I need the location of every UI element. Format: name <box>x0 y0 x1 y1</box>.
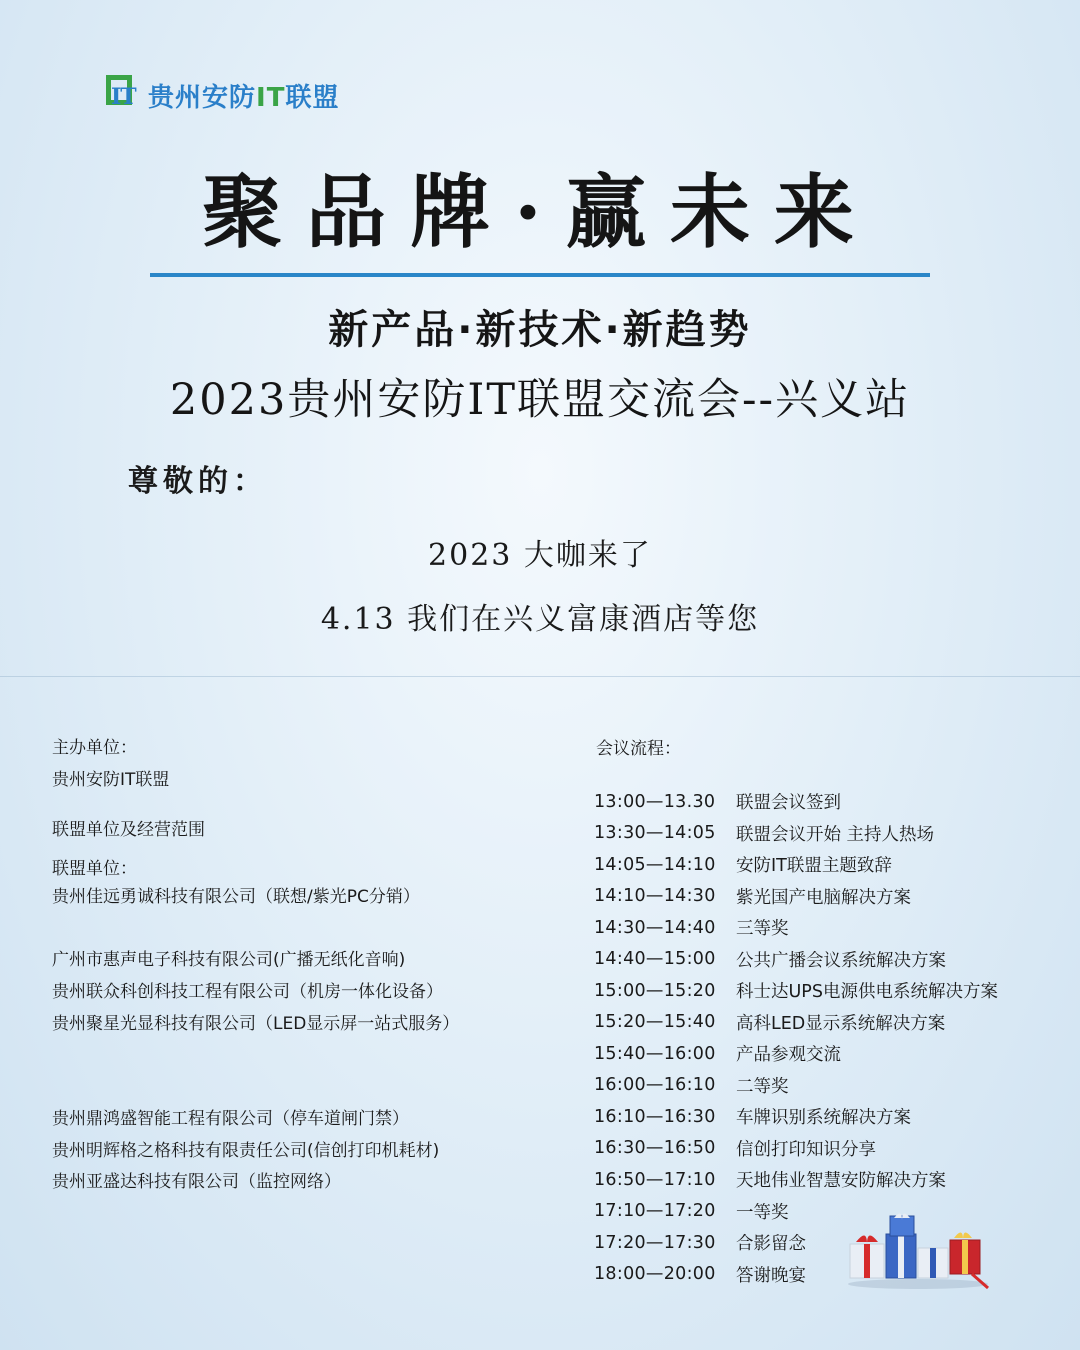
agenda-row: 15:00—15:20 科士达UPS电源供电系统解决方案 <box>594 980 998 1003</box>
member-company: 贵州聚星光显科技有限公司（LED显示屏一站式服务） <box>52 1014 460 1034</box>
member-company: 广州市惠声电子科技有限公司(广播无纸化音响) <box>52 950 406 970</box>
member-company: 贵州联众科创科技工程有限公司（机房一体化设备） <box>52 982 443 1002</box>
headline: 聚品牌·赢未来 <box>202 165 878 259</box>
alliance-logo <box>106 72 339 118</box>
agenda-row: 16:10—16:30 车牌识别系统解决方案 <box>594 1106 911 1129</box>
member-company: 贵州亚盛达科技有限公司（监控网络） <box>52 1172 341 1192</box>
headline-divider <box>150 273 930 277</box>
agenda-row: 14:10—14:30 紫光国产电脑解决方案 <box>594 886 911 908</box>
logo-text: 贵州安防IT联盟 <box>148 82 340 113</box>
agenda-row: 15:40—16:00 产品参观交流 <box>594 1043 841 1066</box>
member-company: 贵州鼎鸿盛智能工程有限公司（停车道闸门禁） <box>52 1109 409 1129</box>
section-divider <box>0 676 1080 677</box>
agenda-row: 16:30—16:50 信创打印知识分享 <box>594 1138 876 1160</box>
organizer-name: 贵州安防IT联盟 <box>52 770 170 790</box>
agenda-row: 14:40—15:00 公共广播会议系统解决方案 <box>594 949 946 971</box>
agenda-row: 16:50—17:10 天地伟业智慧安防解决方案 <box>594 1169 946 1192</box>
tagline-experts: 2023 大咖来了 <box>428 538 652 573</box>
agenda-row: 18:00—20:00 答谢晚宴 <box>594 1264 806 1286</box>
greeting: 尊敬的： <box>128 464 268 499</box>
tagline-venue: 4.13 我们在兴义富康酒店等您 <box>320 602 760 637</box>
agenda-title: 会议流程： <box>596 739 681 759</box>
agenda-row: 14:05—14:10 安防IT联盟主题致辞 <box>594 854 892 877</box>
members-label: 联盟单位： <box>52 859 137 879</box>
event-title: 2023贵州安防IT联盟交流会--兴义站 <box>169 375 911 425</box>
agenda-row: 13:00—13.30 联盟会议签到 <box>594 791 841 814</box>
logo-mark-icon: IT <box>106 75 140 115</box>
subheadline: 新产品·新技术·新趋势 <box>328 307 752 353</box>
gift-boxes-icon <box>846 1212 996 1292</box>
agenda-row: 17:20—17:30 合影留念 <box>594 1232 806 1255</box>
member-company: 贵州明辉格之格科技有限责任公司(信创打印机耗材) <box>52 1141 440 1161</box>
agenda-row: 13:30—14:05 联盟会议开始 主持人热场 <box>594 823 935 845</box>
organizer-label: 主办单位： <box>52 738 137 758</box>
agenda-row: 16:00—16:10 二等奖 <box>594 1075 789 1097</box>
member-company: 贵州佳远勇诚科技有限公司（联想/紫光PC分销） <box>52 887 420 907</box>
agenda-row: 15:20—15:40 高科LED显示系统解决方案 <box>594 1012 946 1034</box>
agenda-row: 17:10—17:20 一等奖 <box>594 1201 789 1223</box>
members-scope-label: 联盟单位及经营范围 <box>52 820 205 840</box>
agenda-row: 14:30—14:40 三等奖 <box>594 917 789 940</box>
